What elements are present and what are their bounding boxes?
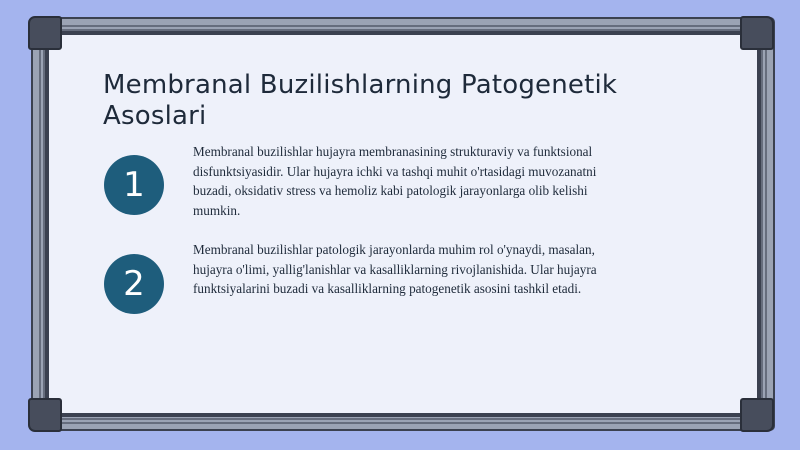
item-2-text: Membranal buzilishlar patologik jarayonlarda muhim rol o'ynaydi, masalan, hujayra o'limi, yallig'lanishlar va kasalliklarning rivojlanishida. Ular hujayra funktsiyalarini buzadi va kasalliklarning patogenetik asosini tashkil etadi. xyxy=(193,242,597,296)
frame-rail xyxy=(45,29,761,31)
frame-corner-top-right xyxy=(740,16,774,50)
frame-rail xyxy=(45,422,761,424)
number-badge-2: 2 xyxy=(104,254,164,314)
frame-corner-bottom-left xyxy=(28,398,62,432)
number-badge-1: 1 xyxy=(104,155,164,215)
frame-rail xyxy=(45,418,761,420)
item-1-text: Membranal buzilishlar hujayra membranasining strukturaviy va funktsional disfunktsiyasidir. Ular hujayra ichki va tashqi muhit o'rtasidagi muvozanatni buzadi, oksidativ stress va hemoliz kabi patologik jarayonlarga olib kelishi mumkin. xyxy=(193,144,597,218)
slide-title: Membranal Buzilishlarning Patogenetik Asoslari xyxy=(103,70,618,131)
frame-rail xyxy=(43,31,45,417)
frame-rail xyxy=(765,31,767,417)
frame-rail xyxy=(45,25,761,27)
frame-rail xyxy=(761,31,763,417)
frame-corner-bottom-right xyxy=(740,398,774,432)
frame-corner-top-left xyxy=(28,16,62,50)
frame-rail xyxy=(39,31,41,417)
